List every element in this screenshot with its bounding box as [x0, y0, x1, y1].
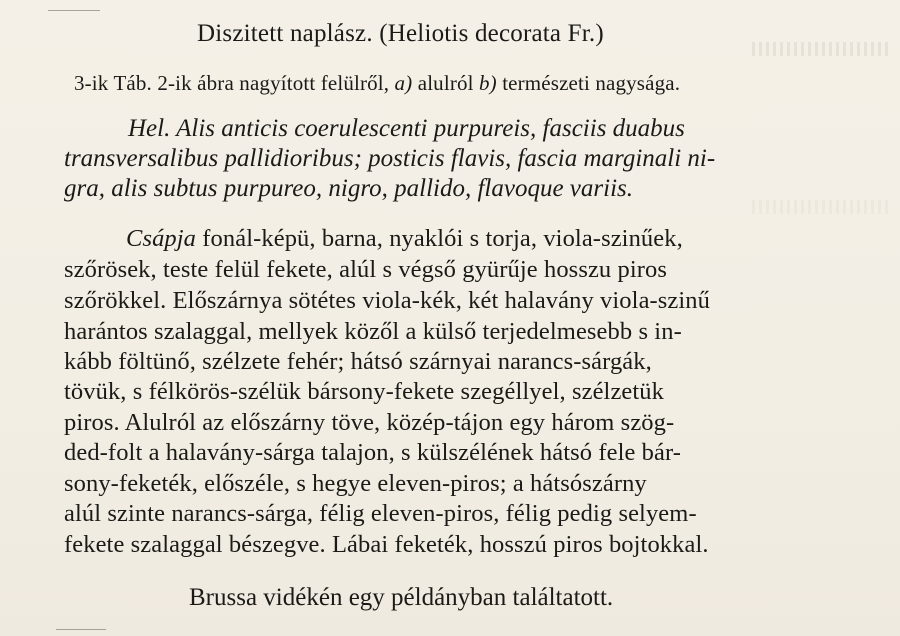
description-lead-word: Csápja [126, 225, 197, 252]
description-line: fekete szalaggal bészegve. Lábai feketék, hosszú piros bojtokkal. [64, 531, 709, 558]
figure-caption [74, 73, 680, 94]
description-line: tövük, s félkörös-szélük bársony-fekete szegéllyel, szélzetük [64, 378, 665, 405]
caption-text: alulról [412, 71, 479, 95]
description-text: fonál-képü, barna, nyaklói s torja, viola-szinűek, [196, 225, 683, 252]
caption-text: 3-ik Táb. 2-ik ábra nagyított felülről, [74, 71, 395, 95]
description-line: sony-feketék, előszéle, s hegye eleven-piros; a hátsószárny [64, 470, 647, 497]
page-title: Diszitett naplász. (Heliotis decorata Fr.) [197, 20, 604, 47]
caption-text: természeti nagysága. [496, 71, 681, 95]
description-line: harántos szalaggal, mellyek közől a külső terjedelmesebb s in- [64, 318, 682, 345]
description-line: kább föltünő, szélzete fehér; hátsó szárnyai narancs-sárgák, [64, 348, 652, 375]
latin-diagnosis-line: Hel. Alis anticis coerulescenti purpureis, fasciis duabus [128, 115, 685, 142]
locality-note: Brussa vidékén egy példányban találtatott. [189, 584, 614, 611]
description-line [126, 227, 683, 252]
description-line: piros. Alulról az előszárny töve, közép-tájon egy három szög- [64, 409, 675, 436]
description-line: alúl szinte narancs-sárga, félig eleven-piros, félig pedig selyem- [64, 500, 697, 527]
show-through-text [752, 200, 892, 214]
description-line: ded-folt a halavány-sárga talajon, s külszélének hátsó fele bár- [64, 439, 682, 466]
top-edge-mark [48, 10, 100, 11]
latin-diagnosis-line: transversalibus pallidioribus; posticis flavis, fascia marginali ni- [64, 145, 716, 172]
show-through-text [752, 42, 892, 56]
bottom-edge-mark [56, 629, 106, 630]
caption-marker-b: b) [479, 71, 497, 95]
latin-diagnosis-line: gra, alis subtus purpureo, nigro, pallido, flavoque variis. [64, 175, 633, 202]
description-line: szőrökkel. Előszárnya sötétes viola-kék, két halavány viola-szinű [64, 287, 711, 314]
caption-marker-a: a) [394, 71, 413, 95]
description-line: szőrösek, teste felül fekete, alúl s végső gyürűje hosszu piros [64, 256, 667, 283]
